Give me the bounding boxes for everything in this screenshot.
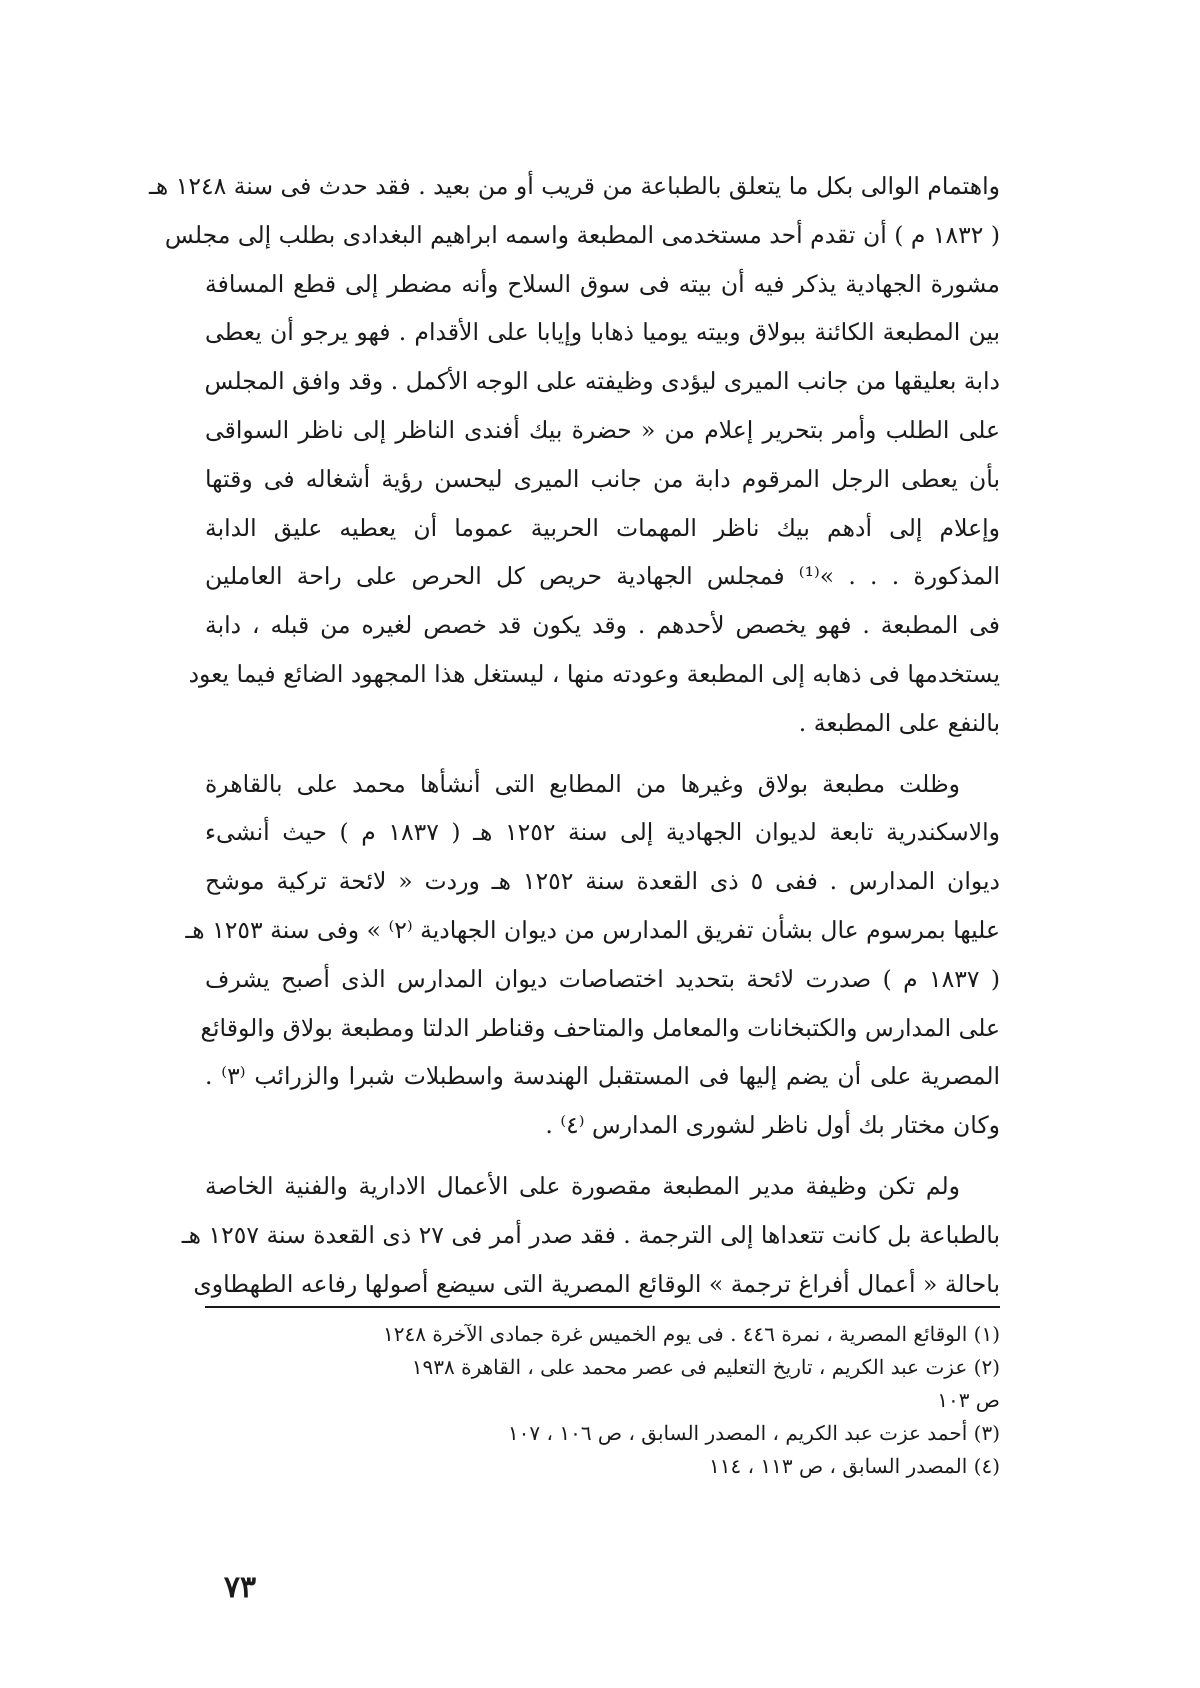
paragraph-gap	[205, 748, 1000, 760]
footnote-continuation: ص ١٠٣	[937, 1388, 1000, 1412]
text-line: يستخدمها فى ذهابه إلى المطبعة وعودته منها ، ليستغل هذا المجهود الضائع فيما يعود	[188, 659, 1000, 688]
text-line: دابة بعليقها من جانب الميرى ليؤدى وظيفته على الوجه الأكمل . وقد وافق المجلس	[204, 367, 1000, 396]
footnotes	[205, 1306, 1000, 1483]
footnote: (٢) عزت عبد الكريم ، تاريخ التعليم فى عصر محمد على ، القاهرة ١٩٣٨	[411, 1355, 1000, 1379]
footnote: (١) الوقائع المصرية ، نمرة ٤٤٦ . فى يوم الخميس غرة جمادى الآخرة ١٢٤٨	[383, 1322, 1000, 1346]
text-line: ( ١٨٣٢ م ) أن تقدم أحد مستخدمى المطبعة واسمه ابراهيم البغدادى بطلب إلى مجلس	[164, 220, 1000, 249]
page-number: ٧٣	[223, 1570, 257, 1605]
text-line: بأن يعطى الرجل المرقوم دابة من جانب الميرى ليحسن رؤية أشغاله فى وقتها	[205, 464, 1000, 493]
text-line: المصرية على أن يضم إليها فى المستقبل الهندسة واسطبلات شبرا والزرائب ⁽٣⁾ .	[205, 1062, 1001, 1091]
paragraph-gap	[205, 1150, 1000, 1162]
footnote: (٤) المصدر السابق ، ص ١١٣ ، ١١٤	[709, 1454, 1000, 1478]
text-line: ( ١٨٣٧ م ) صدرت لائحة بتحديد اختصاصات ديوان المدارس الذى أصبح يشرف	[205, 964, 1000, 993]
text-line: وكان مختار بك أول ناظر لشورى المدارس ⁽٤⁾ .	[545, 1111, 1000, 1140]
paragraph-3	[181, 1162, 1000, 1308]
text-line: وظلت مطبعة بولاق وغيرها من المطابع التى أنشأها محمد على بالقاهرة	[205, 769, 960, 798]
text-line: فى المطبعة . فهو يخصص لأحدهم . وقد يكون قد خصص لغيره من قبله ، دابة	[205, 611, 1000, 640]
text-line: ديوان المدارس . ففى ٥ ذى القعدة سنة ١٢٥٢ هـ وردت « لائحة تركية موشح	[205, 867, 1000, 896]
body-text	[148, 162, 1001, 1308]
footnote: (٣) أحمد عزت عبد الكريم ، المصدر السابق ، ص ١٠٦ ، ١٠٧	[507, 1421, 1000, 1445]
text-line: والاسكندرية تابعة لديوان الجهادية إلى سنة ١٢٥٢ هـ ( ١٨٣٧ م ) حيث أنشىء	[205, 818, 1000, 847]
text-line: بالطباعة بل كانت تتعداها إلى الترجمة . فقد صدر أمر فى ٢٧ ذى القعدة سنة ١٢٥٧ هـ	[181, 1220, 1000, 1249]
paragraph-2	[185, 760, 1001, 1150]
text-line: باحالة « أعمال أفراغ ترجمة » الوقائع المصرية التى سيضع أصولها رفاعه الطهطاوى	[193, 1269, 1000, 1298]
text-line: عليها بمرسوم عال بشأن تفريق المدارس من ديوان الجهادية ⁽٢⁾ » وفى سنة ١٢٥٣ هـ	[185, 915, 1000, 944]
text-line: بالنفع على المطبعة .	[798, 708, 1000, 737]
text-line: ولم تكن وظيفة مدير المطبعة مقصورة على الأعمال الادارية والفنية الخاصة	[205, 1171, 960, 1200]
text-line: مشورة الجهادية يذكر فيه أن بيته فى سوق السلاح وأنه مضطر إلى قطع المسافة	[205, 269, 1000, 298]
text-line: واهتمام الوالى بكل ما يتعلق بالطباعة من قريب أو من بعيد . فقد حدث فى سنة ١٢٤٨ هـ	[148, 172, 1000, 200]
text-line: وإعلام إلى أدهم بيك ناظر المهمات الحربية عموما أن يعطيه عليق الدابة	[205, 513, 1000, 542]
text-line: بين المطبعة الكائنة ببولاق وبيته يوميا ذهابا وإيابا على الأقدام . فهو يرجو أن يعطى	[205, 318, 1000, 347]
paragraph-1	[148, 162, 1001, 748]
text-line: على المدارس والكتبخانات والمعامل والمتاحف وقناطر الدلتا ومطبعة بولاق والوقائع	[200, 1013, 1000, 1042]
text-line: على الطلب وأمر بتحرير إعلام من « حضرة بيك أفندى الناظر إلى ناظر السواقى	[205, 415, 1000, 444]
text-line: المذكورة . . . »⁽¹⁾ فمجلس الجهادية حريص كل الحرص على راحة العاملين	[205, 562, 1001, 591]
